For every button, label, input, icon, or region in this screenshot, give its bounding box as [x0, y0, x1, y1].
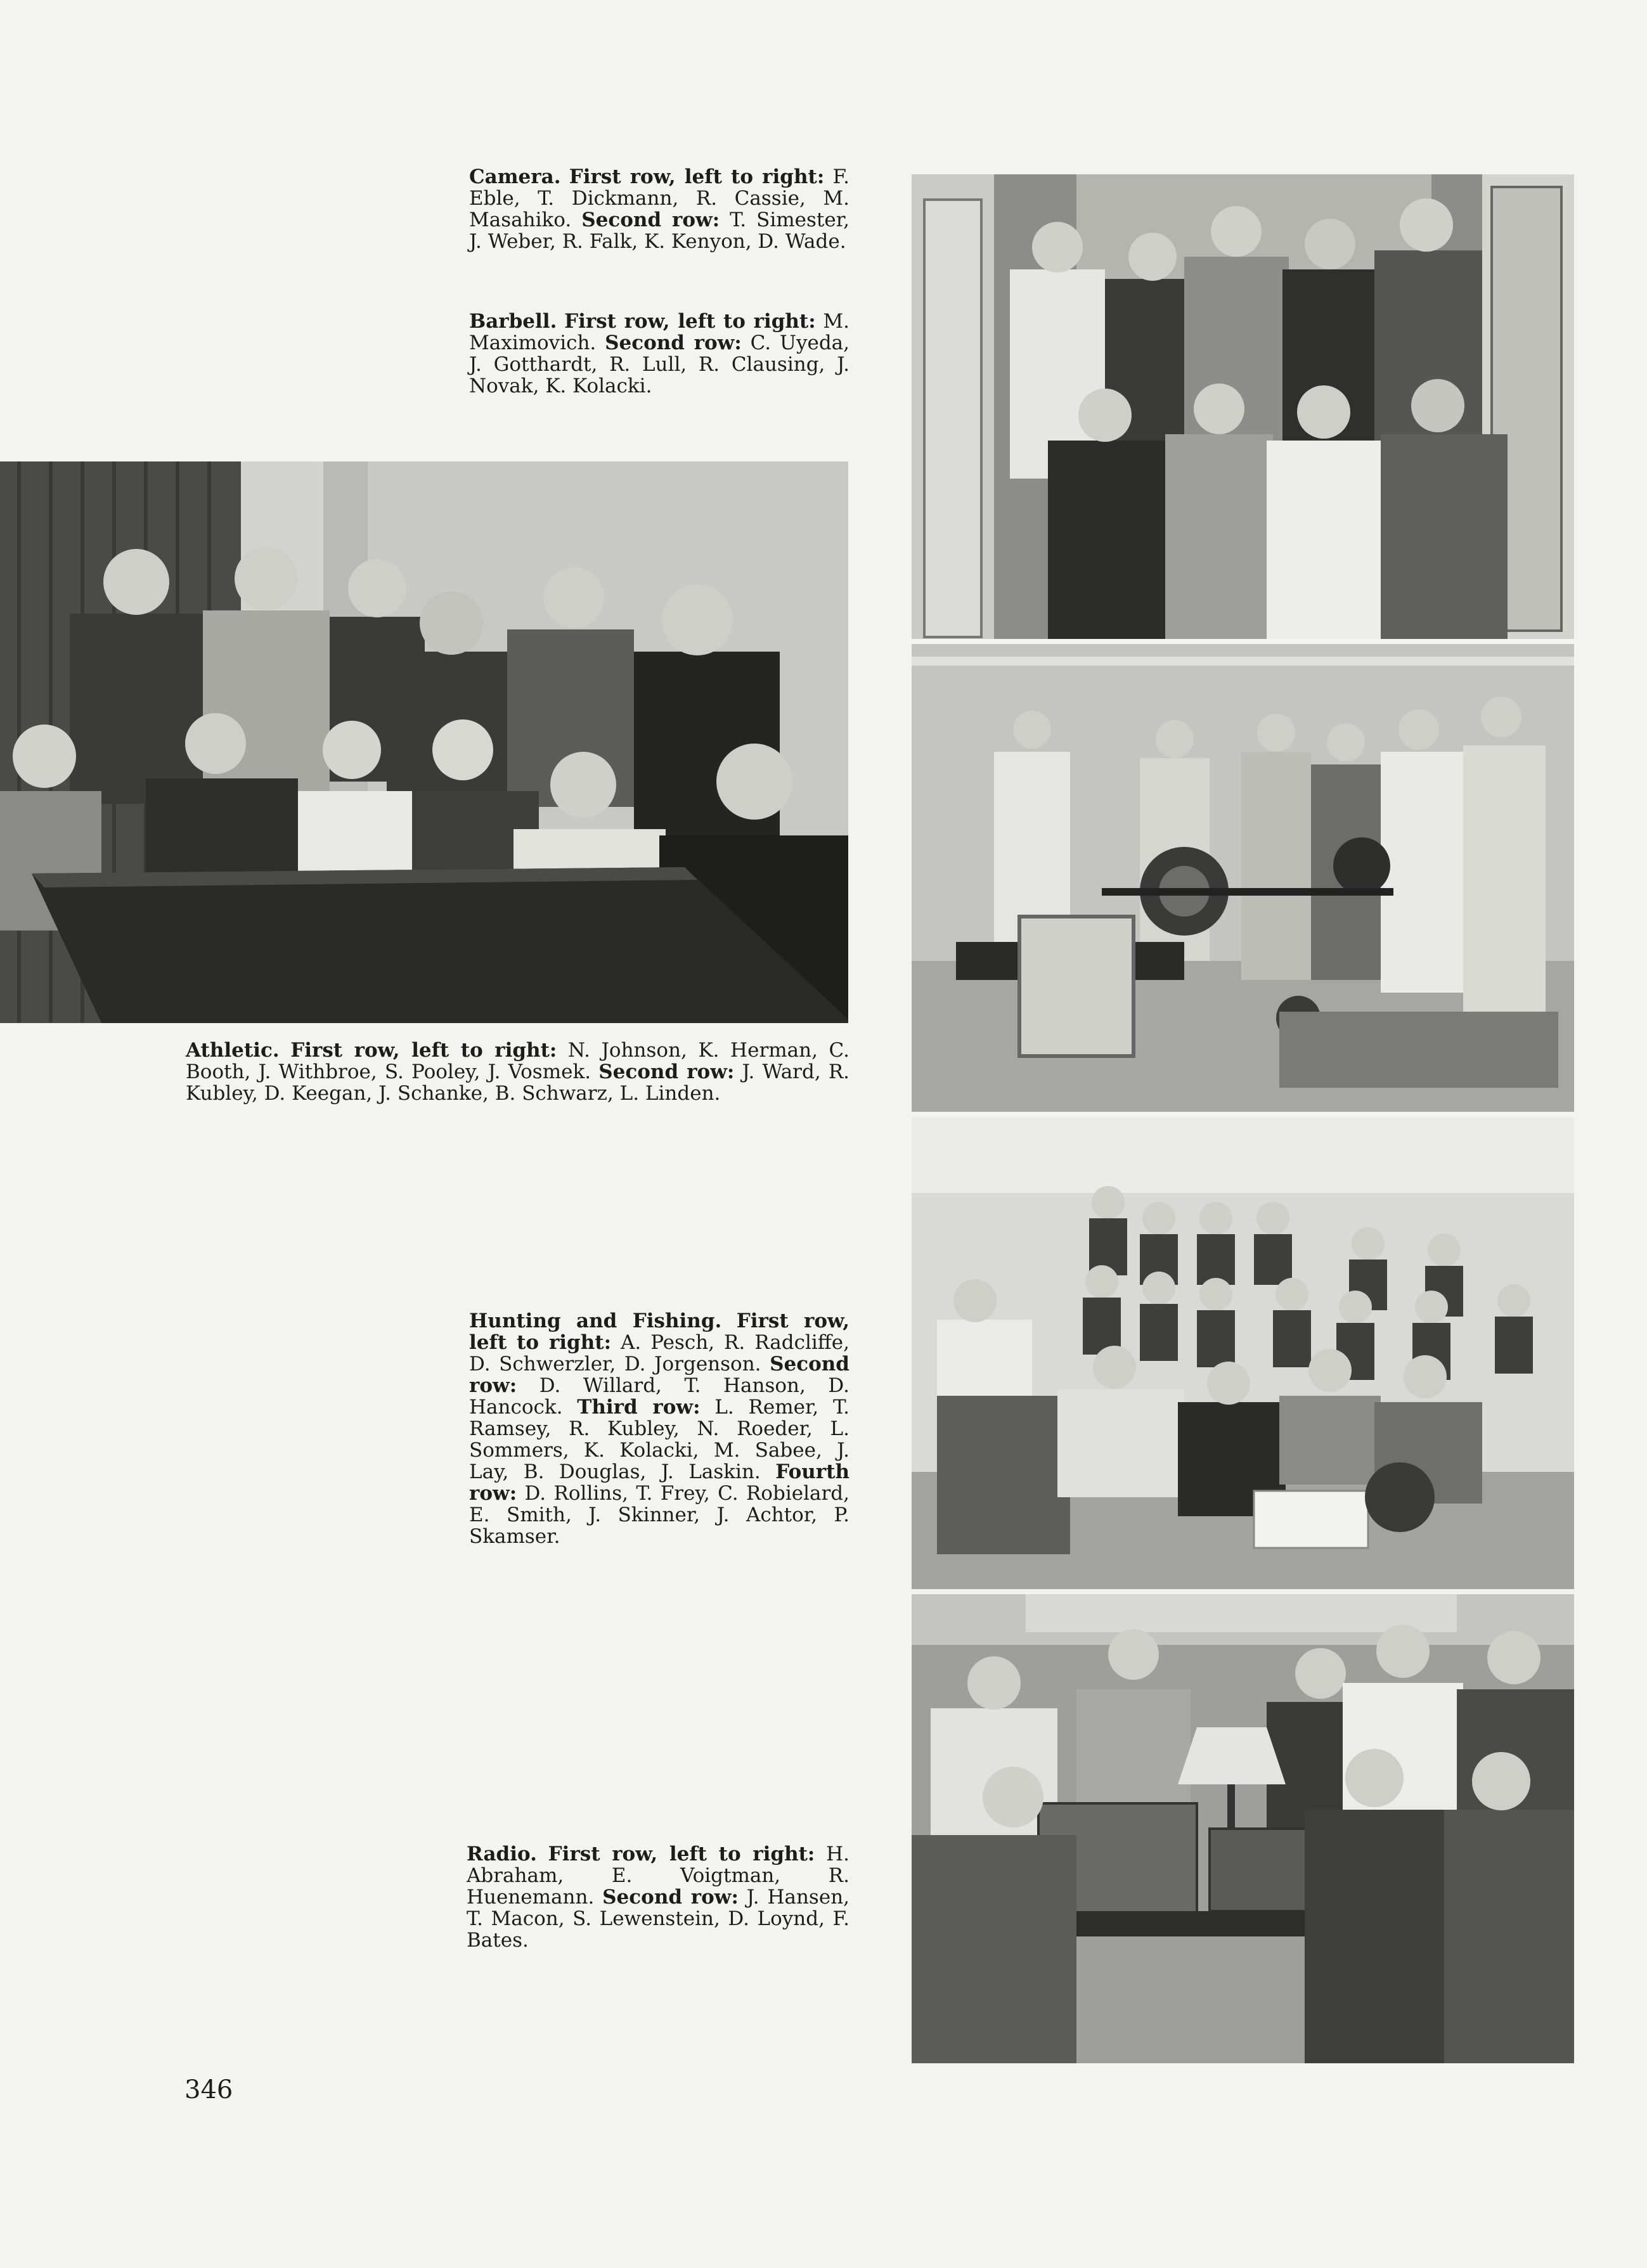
caption-row-label: Second row:	[469, 1353, 849, 1397]
caption-names: D. Willard, T. Hanson, D. Hancock.	[469, 1374, 850, 1419]
caption-row-label: Second row:	[602, 1886, 739, 1909]
caption-names: D. Rollins, T. Frey, C. Robielard, E. Smith, J. Skinner, J. Achtor, P. Skamser.	[469, 1482, 849, 1548]
hunting-fishing-caption	[469, 1310, 849, 1547]
caption-names: J. Ward, R. Kubley, D. Keegan, J. Schanke, B. Schwarz, L. Linden.	[186, 1060, 850, 1105]
barbell-caption	[469, 311, 849, 397]
caption-title: Athletic.	[186, 1039, 280, 1062]
caption-row-label: First row, left to right:	[564, 310, 816, 333]
caption-row-label: Second row:	[581, 209, 720, 231]
caption-row-label: First row, left to right:	[569, 165, 825, 188]
barbell-club-photo	[912, 644, 1574, 1112]
caption-row-label: Second row:	[605, 332, 742, 354]
caption-row-label: First row, left to right:	[469, 1310, 849, 1354]
caption-names: A. Pesch, R. Radcliffe, D. Schwerzler, D. Jorgenson.	[469, 1331, 849, 1376]
camera-caption	[469, 166, 849, 252]
caption-row-label: Second row:	[598, 1060, 735, 1083]
camera-club-photo	[912, 174, 1574, 639]
athletic-club-photo	[0, 461, 848, 1023]
radio-caption	[467, 1843, 849, 1951]
radio-club-photo	[912, 1594, 1574, 2063]
caption-names: F. Eble, T. Dickmann, R. Cassie, M. Masahiko.	[469, 165, 849, 231]
caption-names: J. Hansen, T. Macon, S. Lewenstein, D. Loynd, F. Bates.	[467, 1886, 850, 1952]
caption-names: L. Remer, T. Ramsey, R. Kubley, N. Roeder, L. Sommers, K. Kolacki, M. Sabee, J. Lay, B. Douglas, J. Laskin.	[469, 1396, 849, 1483]
page-number: 346	[184, 2075, 233, 2104]
caption-title: Radio.	[467, 1843, 537, 1865]
caption-title: Barbell.	[469, 310, 557, 333]
caption-row-label: First row, left to right:	[548, 1843, 815, 1865]
caption-names: M. Maximovich.	[469, 310, 850, 354]
caption-title: Camera.	[469, 165, 561, 188]
caption-row-label: Third row:	[577, 1396, 701, 1419]
caption-names: H. Abraham, E. Voigtman, R. Huenemann.	[467, 1843, 849, 1909]
caption-row-label: Fourth row:	[469, 1460, 849, 1505]
caption-names: N. Johnson, K. Herman, C. Booth, J. Withbroe, S. Pooley, J. Vosmek.	[186, 1039, 849, 1083]
caption-names: C. Uyeda, J. Gotthardt, R. Lull, R. Clausing, J. Novak, K. Kolacki.	[469, 332, 849, 397]
caption-row-label: First row, left to right:	[290, 1039, 557, 1062]
athletic-caption	[186, 1040, 849, 1104]
hunting-fishing-club-photo	[912, 1117, 1574, 1589]
caption-title: Hunting and Fishing.	[469, 1310, 722, 1332]
caption-names: T. Simester, J. Weber, R. Falk, K. Kenyon, D. Wade.	[469, 209, 849, 253]
